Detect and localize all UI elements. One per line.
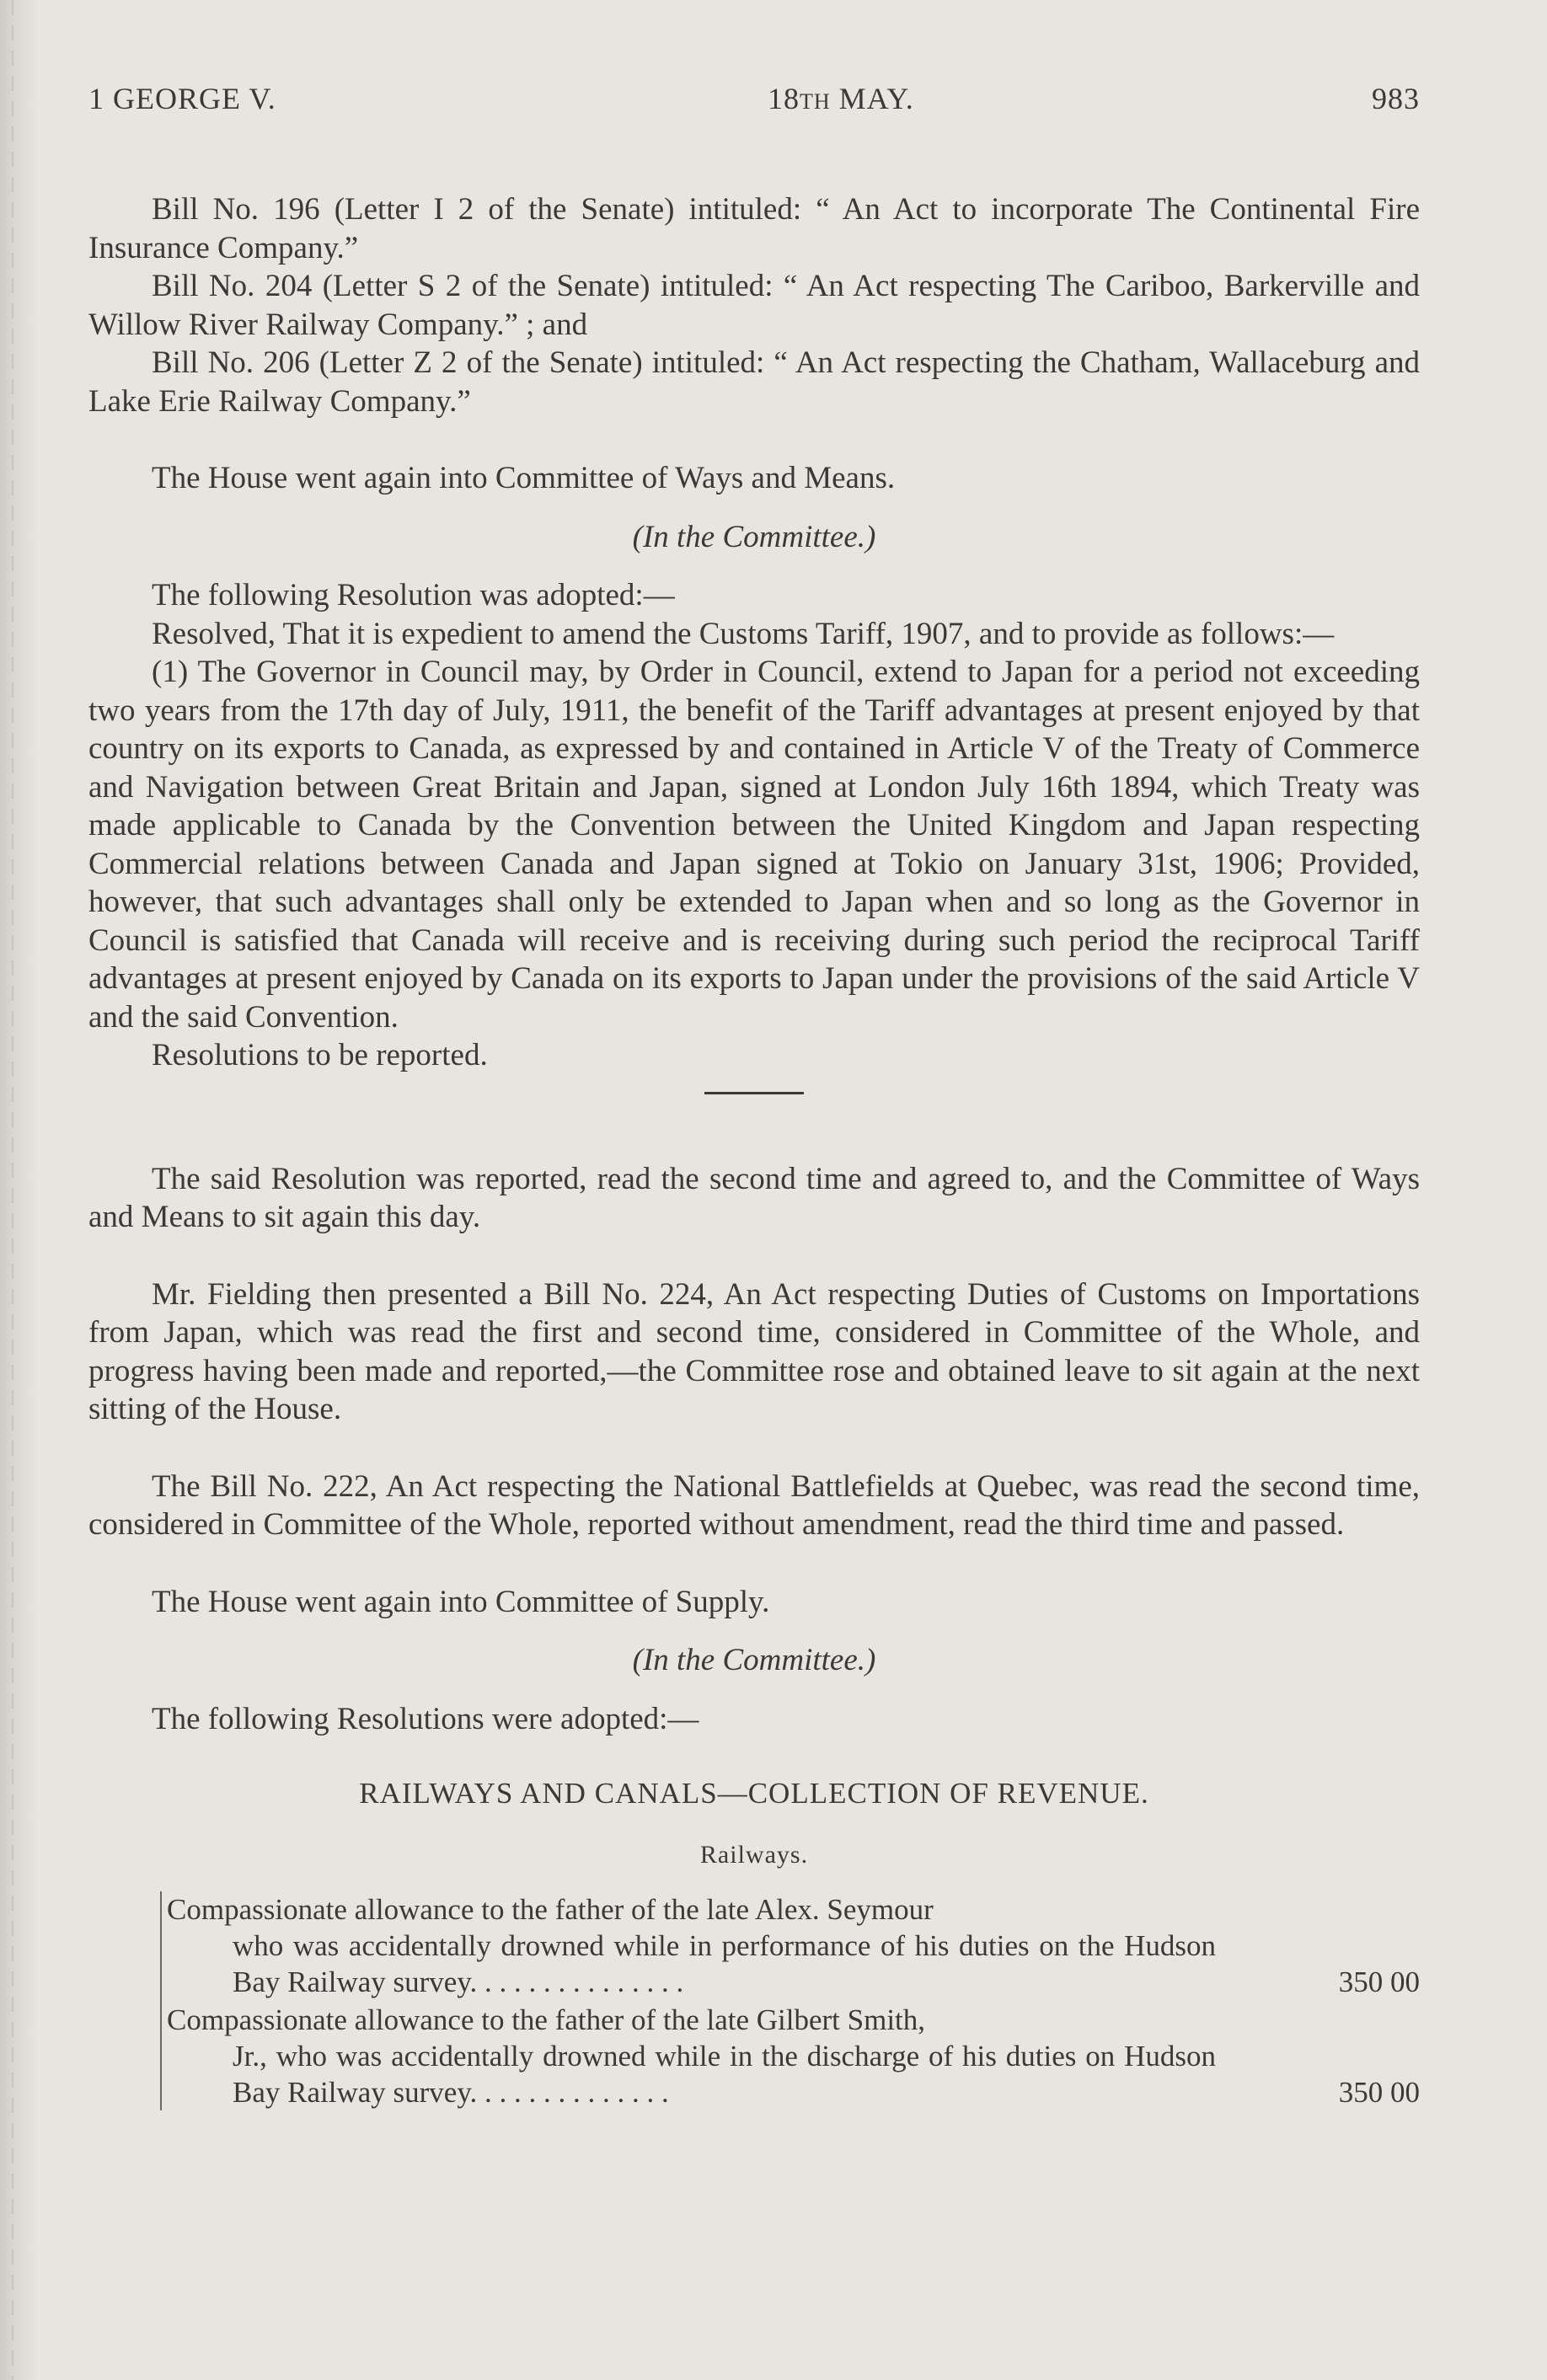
document-page xyxy=(88,81,1420,2112)
bill-paragraph: Bill No. 196 (Letter I 2 of the Senate) intituled: “ An Act to incorporate The Continental Fire Insurance Company.” xyxy=(88,192,1420,265)
resolution-reported-paragraph: The said Resolution was reported, read the second time and agreed to, and the Committee of Ways and Means to sit again this day. xyxy=(88,1161,1420,1234)
item-description xyxy=(167,2002,1216,2110)
header-month: MAY. xyxy=(838,82,914,115)
resolved-paragraph: Resolved, That it is expedient to amend the Customs Tariff, 1907, and to provide as follows:— xyxy=(152,616,1335,651)
section-subheading: Railways. xyxy=(699,1841,809,1869)
item-amount: 350 00 xyxy=(1338,1966,1420,1998)
clause-1-paragraph: (1) The Governor in Council may, by Order in Council, extend to Japan for a period not exceeding two years from the 17th day of July, 1911, the benefit of the Tariff advantages at present enjoyed by that country on its exports to Canada, as expressed by and contained in Article V of the Treaty of Commerce and Navigation between Great Britain and Japan, signed at London July 16th 1894, which Treaty was made applicable to Canada by the Convention between the United Kingdom and Japan respecting Commercial relations between Canada and Japan signed at Tokio on January 31st, 1906; Provided, however, that such advantages shall only be extended to Japan when and so long as the Governor in Council is satisfied that Canada will receive and is receiving during such period the reciprocal Tariff advantages at present enjoyed by Canada on its exports to Japan under the provisions of the said Article V and the said Convention. xyxy=(88,655,1420,1035)
appropriation-item xyxy=(167,1891,1420,2000)
fielding-bill-paragraph: Mr. Fielding then presented a Bill No. 224, An Act respecting Duties of Customs on Importations from Japan, which was read the first and second time, considered in Committee of the Whole, and progress having been made and reported,—the Committee rose and obtained leave to sit again at the next sitting of the House. xyxy=(88,1276,1420,1426)
resolutions-adopted-line: The following Resolutions were adopted:— xyxy=(152,1701,699,1736)
header-day-suffix: TH xyxy=(799,89,831,114)
supply-intro: The House went again into Committee of Supply. xyxy=(152,1584,770,1619)
bill-paragraph: Bill No. 204 (Letter S 2 of the Senate) intituled: “ An Act respecting The Cariboo, Barkerville and Willow River Railway Company.” ; and xyxy=(88,269,1420,342)
ways-means-intro: The House went again into Committee of Ways and Means. xyxy=(152,461,896,495)
item-first-line: Compassionate allowance to the father of the late Gilbert Smith, xyxy=(167,2003,926,2036)
regnal-year: 1 GEORGE V. xyxy=(88,82,276,115)
page-binding-edge xyxy=(0,0,39,2380)
item-amount: 350 00 xyxy=(1338,2076,1420,2109)
bill-paragraph: Bill No. 206 (Letter Z 2 of the Senate) intituled: “ An Act respecting the Chatham, Wallaceburg and Lake Erie Railway Company.” xyxy=(88,345,1420,419)
header-day: 18 xyxy=(767,82,800,115)
item-description xyxy=(167,1891,1216,2000)
in-committee-note: (In the Committee.) xyxy=(632,1643,876,1677)
section-heading: RAILWAYS AND CANALS—COLLECTION OF REVENUE. xyxy=(359,1777,1149,1810)
item-first-line: Compassionate allowance to the father of the late Alex. Seymour xyxy=(167,1893,934,1926)
appropriation-item xyxy=(167,2002,1420,2110)
bill-222-paragraph: The Bill No. 222, An Act respecting the National Battlefields at Quebec, was read the second time, considered in Committee of the Whole, reported without amendment, read the third time and passed. xyxy=(88,1468,1420,1542)
item-continuation: Jr., who was accidentally drowned while in the discharge of his duties on Hudson Bay Railway survey. . . . . . . . . . . . . . xyxy=(233,2040,1216,2109)
appropriation-items xyxy=(160,1891,1420,2110)
running-header xyxy=(88,81,1420,116)
resolutions-to-be-reported: Resolutions to be reported. xyxy=(152,1038,488,1072)
in-committee-note: (In the Committee.) xyxy=(632,519,876,554)
item-continuation: who was accidentally drowned while in performance of his duties on the Hudson Bay Railway survey. . . . . . . . . . . . . . . xyxy=(233,1929,1216,1998)
header-date xyxy=(768,81,914,116)
page-number: 983 xyxy=(1372,82,1420,115)
resolution-adopted-line: The following Resolution was adopted:— xyxy=(152,578,675,612)
section-divider xyxy=(704,1092,804,1094)
